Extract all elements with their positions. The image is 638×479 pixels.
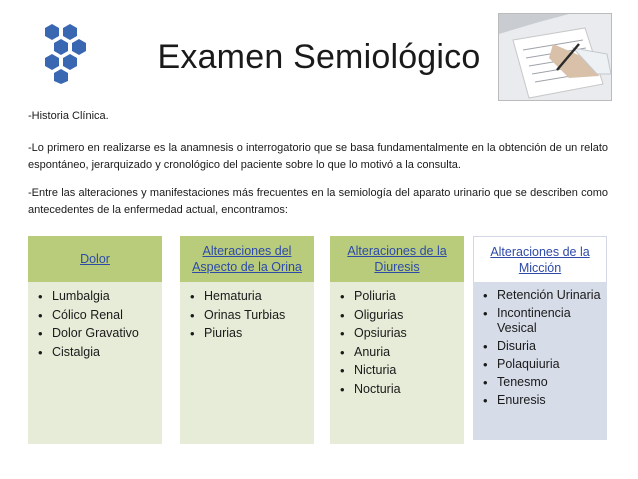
column-aspecto-orina — [180, 236, 314, 444]
list-item: • Cistalgia — [36, 344, 158, 361]
list-item: • Opsiurias — [338, 325, 460, 342]
column-body-aspecto-orina — [180, 282, 314, 444]
list-item: • Incontinencia Vesical — [481, 306, 603, 336]
list-item: • Polaquiuria — [481, 357, 603, 372]
list-item: • Piurias — [188, 325, 310, 342]
column-header-miccion[interactable]: Alteraciones de la Micción — [473, 236, 607, 282]
page-title: Examen Semiológico — [157, 38, 481, 76]
list-item: • Hematuria — [188, 288, 310, 305]
column-body-dolor — [28, 282, 162, 444]
column-body-diuresis — [330, 282, 464, 444]
paragraph-alteraciones: -Entre las alteraciones y manifestaciones más frecuentes en la semiología del aparato urinario que se describen como antecedentes de la enfermedad actual, encontramos: — [28, 187, 608, 216]
list-item: • Retención Urinaria — [481, 288, 603, 303]
column-miccion — [473, 236, 607, 440]
list-item: • Disuria — [481, 339, 603, 354]
column-header-diuresis[interactable]: Alteraciones de la Diuresis — [330, 236, 464, 282]
column-header-aspecto-orina[interactable]: Alteraciones del Aspecto de la Orina — [180, 236, 314, 282]
list-item: • Dolor Gravativo — [36, 325, 158, 342]
list-item: • Lumbalgia — [36, 288, 158, 305]
column-body-miccion — [473, 282, 607, 440]
doctor-writing-image — [498, 13, 612, 101]
list-item: • Nicturia — [338, 362, 460, 379]
list-item: • Anuria — [338, 344, 460, 361]
list-item: • Poliuria — [338, 288, 460, 305]
list-item: • Enuresis — [481, 393, 603, 408]
list-item: • Cólico Renal — [36, 307, 158, 324]
list-item: • Orinas Turbias — [188, 307, 310, 324]
paragraph-historia: -Historia Clínica. — [28, 110, 109, 122]
list-item: • Nocturia — [338, 381, 460, 398]
paragraph-anamnesis: -Lo primero en realizarse es la anamnesis o interrogatorio que se basa fundamentalmente en la obtención de un relato espontáneo, jerarquizado y cronológico del paciente sobre lo que lo motivó a la consulta. — [28, 142, 608, 171]
column-header-dolor[interactable]: Dolor — [28, 236, 162, 282]
column-dolor — [28, 236, 162, 444]
column-diuresis — [330, 236, 464, 444]
list-item: • Tenesmo — [481, 375, 603, 390]
list-item: • Oligurias — [338, 307, 460, 324]
